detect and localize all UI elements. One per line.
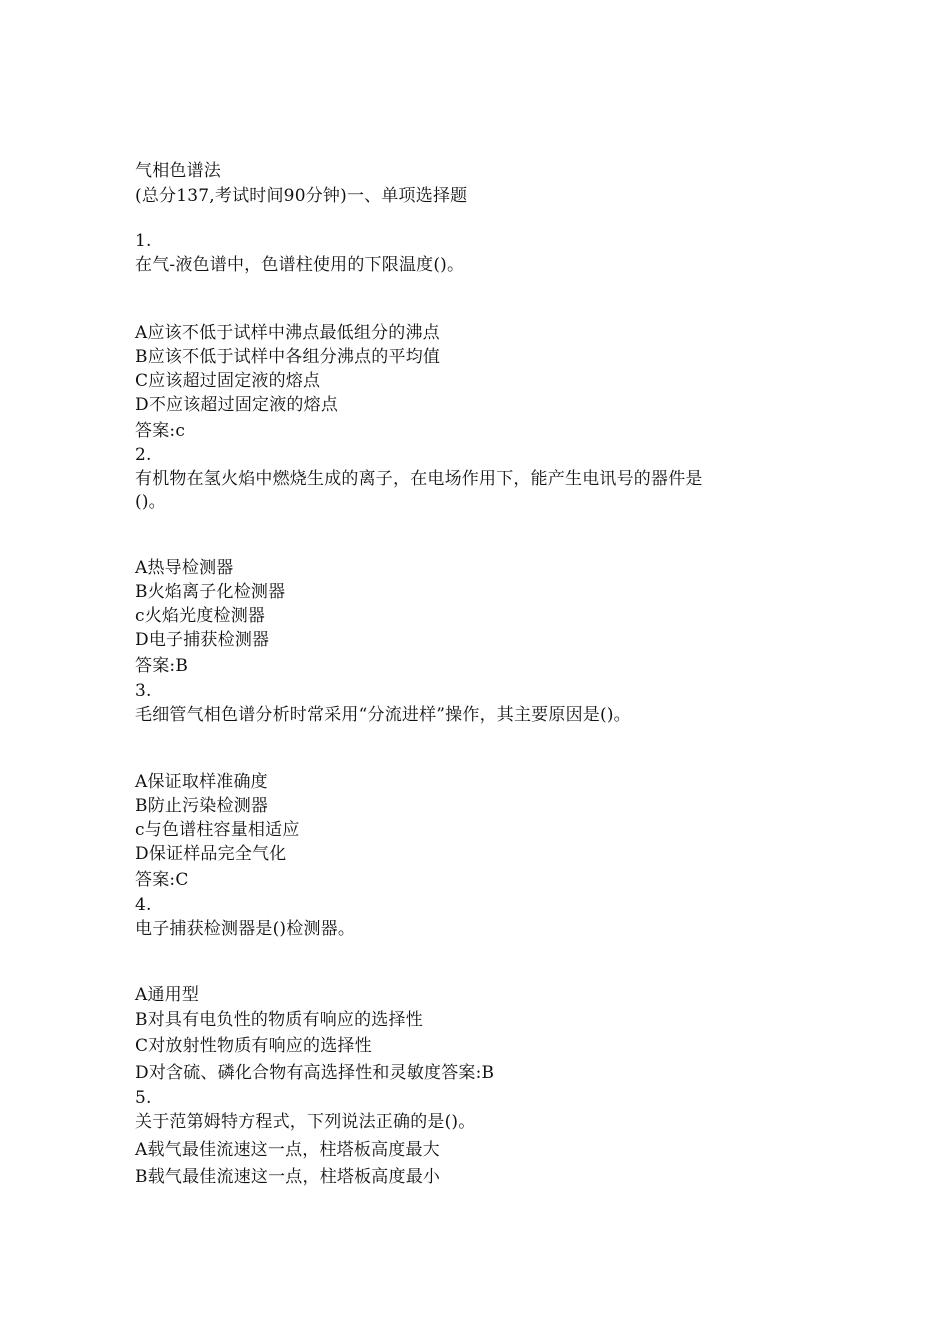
question-5-number: 5.	[135, 1088, 152, 1108]
question-3-answer: 答案:C	[135, 870, 189, 890]
question-1-option-c: C应该超过固定液的熔点	[135, 371, 321, 391]
question-5-stem: 关于范第姆特方程式，下列说法正确的是()。	[135, 1112, 476, 1132]
document-title: 气相色谱法	[135, 161, 221, 181]
question-2-option-d: D电子捕获检测器	[135, 630, 270, 650]
question-4-option-a: A通用型	[135, 985, 200, 1005]
question-1-option-d: D不应该超过固定液的熔点	[135, 395, 339, 415]
question-3-option-c: c与色谱柱容量相适应	[135, 820, 300, 840]
question-2-option-c: c火焰光度检测器	[135, 606, 266, 626]
question-4-number: 4.	[135, 895, 152, 915]
document-subtitle: (总分137,考试时间90分钟)一、单项选择题	[135, 186, 468, 206]
question-1-stem: 在气-液色谱中，色谱柱使用的下限温度()。	[135, 255, 465, 275]
question-1-number: 1.	[135, 231, 152, 251]
question-3-number: 3.	[135, 681, 152, 701]
question-2-stem-line-2: ()。	[135, 492, 166, 512]
question-1-option-b: B应该不低于试样中各组分沸点的平均值	[135, 347, 441, 367]
question-1-answer: 答案:c	[135, 421, 186, 441]
question-4-option-c: C对放射性物质有响应的选择性	[135, 1036, 372, 1056]
question-3-option-a: A保证取样准确度	[135, 772, 268, 792]
question-1-option-a: A应该不低于试样中沸点最低组分的沸点	[135, 323, 440, 343]
question-2-option-a: A热导检测器	[135, 558, 234, 578]
question-4-option-b: B对具有电负性的物质有响应的选择性	[135, 1010, 423, 1030]
question-3-option-b: B防止污染检测器	[135, 796, 269, 816]
question-2-option-b: B火焰离子化检测器	[135, 582, 286, 602]
question-3-stem: 毛细管气相色谱分析时常采用“分流进样”操作，其主要原因是()。	[135, 705, 631, 725]
question-5-option-b: B载气最佳流速这一点，柱塔板高度最小	[135, 1167, 441, 1187]
question-3-option-d: D保证样品完全气化	[135, 844, 287, 864]
question-4-stem: 电子捕获检测器是()检测器。	[135, 919, 356, 939]
question-5-option-a: A载气最佳流速这一点，柱塔板高度最大	[135, 1140, 440, 1160]
question-2-answer: 答案:B	[135, 656, 189, 676]
question-2-stem-line-1: 有机物在氢火焰中燃烧生成的离子，在电场作用下，能产生电讯号的器件是	[135, 469, 703, 489]
question-4-option-d: D对含硫、磷化合物有高选择性和灵敏度答案:B	[135, 1063, 495, 1083]
question-2-number: 2.	[135, 445, 152, 465]
